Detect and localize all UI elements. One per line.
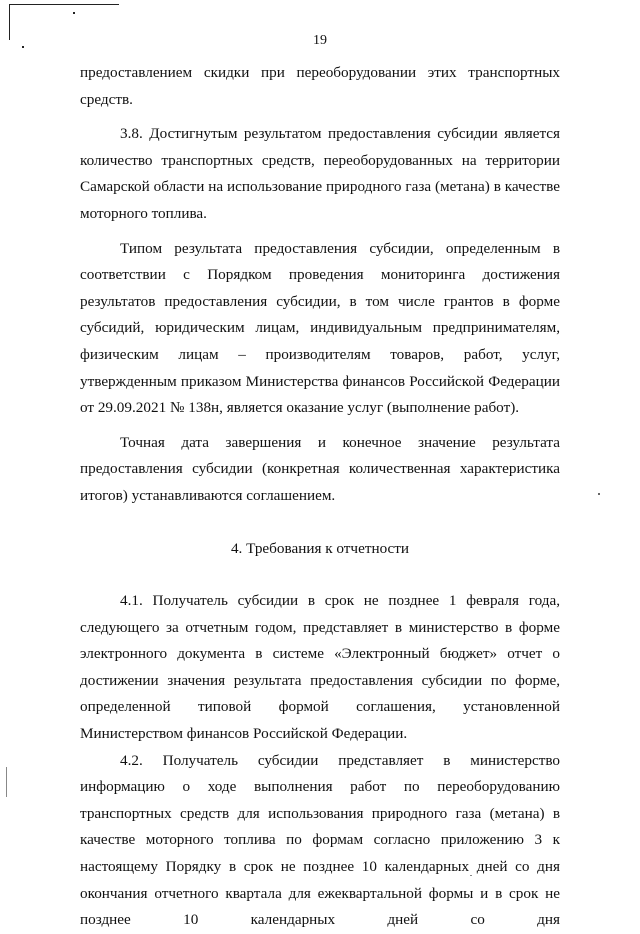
scan-dot-top	[73, 12, 75, 14]
scan-dot-right	[598, 493, 600, 495]
paragraph-result-type: Типом результата предоставления субсидии, определенным в соответствии с Порядком проведения мониторинга достижения результатов предоставления субсидии, в том числе грантов в форме субсидий, юридическим лицам, индивидуальным предпринимателям, физическим лицам – производителям товаров, работ, услуг, утвержденным приказом Министерства финансов Российской Федерации от 29.09.2021 № 138н, является оказание услуг (выполнение работ).	[80, 239, 560, 417]
scan-mark-top-left-horizontal	[9, 4, 119, 5]
paragraph-result-date: Точная дата завершения и конечное значение результата предоставления субсидии (конкретная количественная характеристика итогов) устанавливаются соглашением.	[80, 433, 560, 504]
paragraph-4-2: 4.2. Получатель субсидии представляет в министерство информацию о ходе выполнения работ по переоборудованию транспортных средств для использования природного газа (метана) в качестве моторного топлива по формам согласно приложению 3 к настоящему Порядку в срок не позднее 10 календарных дней со дня окончания отчетного квартала для ежеквартальной формы и в срок не позднее 10 календарных дней со дня	[80, 751, 560, 929]
paragraph-3-8: 3.8. Достигнутым результатом предоставления субсидии является количество транспортных средств, переоборудованных на территории Самарской области на использование природного газа (метана) в качестве моторного топлива.	[80, 125, 560, 222]
section-heading: 4. Требования к отчетности	[230, 539, 410, 557]
scan-mark-left-edge	[6, 767, 7, 797]
paragraph-4-1: 4.1. Получатель субсидии в срок не позднее 1 февраля года, следующего за отчетным годом, представляет в министерство в форме электронного документа в системе «Электронный бюджет» отчет о достижении значения результата предоставления субсидии по форме, определенной типовой формой соглашения, установленной Министерством финансов Российской Федерации.	[80, 592, 560, 743]
paragraph-continuation: предоставлением скидки при переоборудовании этих транспортных средств.	[80, 64, 560, 108]
page-number: 19	[313, 33, 327, 48]
document-body	[80, 60, 560, 934]
